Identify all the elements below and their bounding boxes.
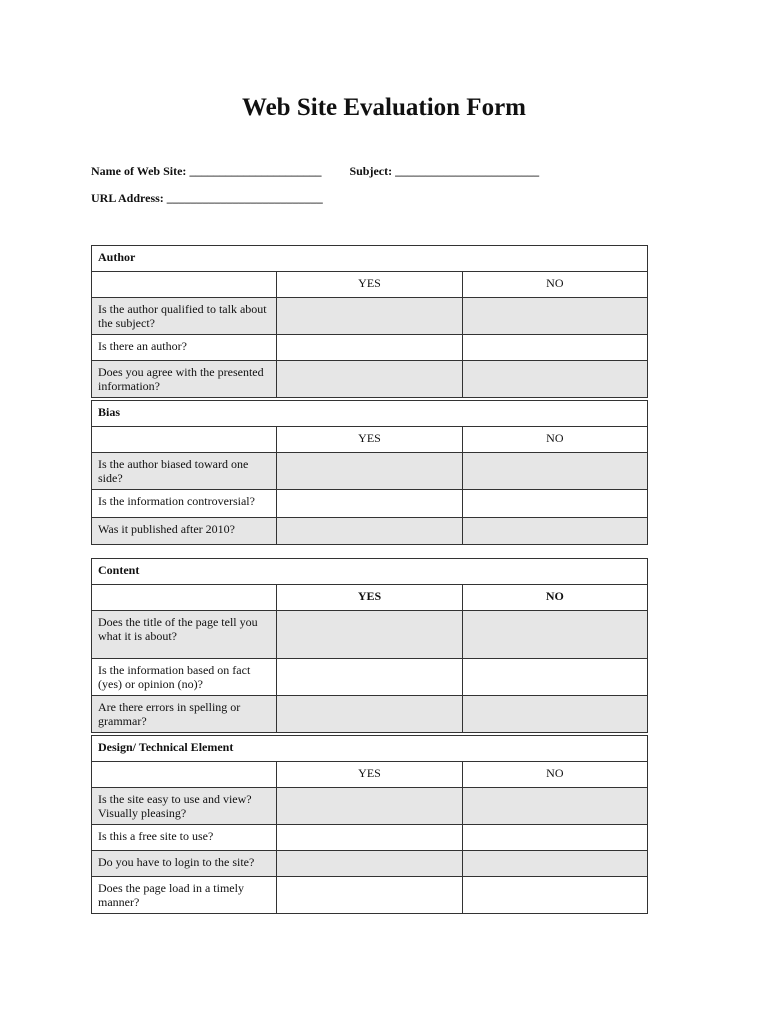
yes-column-header: YES (277, 272, 462, 298)
yes-column-header: YES (277, 427, 462, 453)
section-title: Author (92, 246, 648, 272)
no-checkbox-cell[interactable] (462, 877, 647, 914)
yes-checkbox-cell[interactable] (277, 851, 462, 877)
yes-checkbox-cell[interactable] (277, 490, 462, 518)
url-field[interactable]: __________________________ (166, 191, 323, 205)
question-text: Is the author qualified to talk about the subject? (92, 298, 277, 335)
yes-checkbox-cell[interactable] (277, 659, 462, 696)
content-section (91, 558, 648, 733)
yes-checkbox-cell[interactable] (277, 298, 462, 335)
yes-column-header: YES (277, 762, 462, 788)
no-checkbox-cell[interactable] (462, 788, 647, 825)
subject-field[interactable]: ________________________ (395, 164, 540, 178)
no-checkbox-cell[interactable] (462, 825, 647, 851)
question-text: Was it published after 2010? (92, 518, 277, 545)
question-text: Is the site easy to use and view? Visually pleasing? (92, 788, 277, 825)
no-column-header: NO (462, 427, 647, 453)
no-checkbox-cell[interactable] (462, 298, 647, 335)
question-text: Does the title of the page tell you what it is about? (92, 611, 277, 659)
no-checkbox-cell[interactable] (462, 361, 647, 398)
yes-checkbox-cell[interactable] (277, 611, 462, 659)
question-text: Is the information based on fact (yes) or opinion (no)? (92, 659, 277, 696)
yes-checkbox-cell[interactable] (277, 335, 462, 361)
no-checkbox-cell[interactable] (462, 335, 647, 361)
site-name-label: Name of Web Site: (91, 164, 187, 178)
question-text: Is the information controversial? (92, 490, 277, 518)
no-checkbox-cell[interactable] (462, 851, 647, 877)
no-checkbox-cell[interactable] (462, 611, 647, 659)
page-title: Web Site Evaluation Form (241, 94, 527, 121)
no-column-header: NO (462, 762, 647, 788)
yes-checkbox-cell[interactable] (277, 453, 462, 490)
site-name-field[interactable]: ______________________ (189, 164, 322, 178)
question-text: Are there errors in spelling or grammar? (92, 696, 277, 733)
yes-checkbox-cell[interactable] (277, 361, 462, 398)
url-line (91, 191, 323, 205)
yes-checkbox-cell[interactable] (277, 788, 462, 825)
section-title: Content (92, 559, 648, 585)
no-checkbox-cell[interactable] (462, 490, 647, 518)
bias-section (91, 400, 648, 545)
no-checkbox-cell[interactable] (462, 453, 647, 490)
subject-label: Subject: (349, 164, 393, 178)
question-text: Is there an author? (92, 335, 277, 361)
section-title: Design/ Technical Element (92, 736, 648, 762)
yes-checkbox-cell[interactable] (277, 825, 462, 851)
yes-checkbox-cell[interactable] (277, 696, 462, 733)
design-section (91, 735, 648, 914)
no-checkbox-cell[interactable] (462, 696, 647, 733)
site-subject-line (91, 164, 539, 178)
no-column-header: NO (462, 585, 647, 611)
question-text: Does the page load in a timely manner? (92, 877, 277, 914)
url-label: URL Address: (91, 191, 164, 205)
yes-checkbox-cell[interactable] (277, 877, 462, 914)
section-title: Bias (92, 401, 648, 427)
no-checkbox-cell[interactable] (462, 659, 647, 696)
yes-checkbox-cell[interactable] (277, 518, 462, 545)
question-text: Does you agree with the presented information? (92, 361, 277, 398)
no-column-header: NO (462, 272, 647, 298)
question-text: Do you have to login to the site? (92, 851, 277, 877)
author-section (91, 245, 648, 398)
yes-column-header: YES (277, 585, 462, 611)
question-text: Is this a free site to use? (92, 825, 277, 851)
no-checkbox-cell[interactable] (462, 518, 647, 545)
question-text: Is the author biased toward one side? (92, 453, 277, 490)
